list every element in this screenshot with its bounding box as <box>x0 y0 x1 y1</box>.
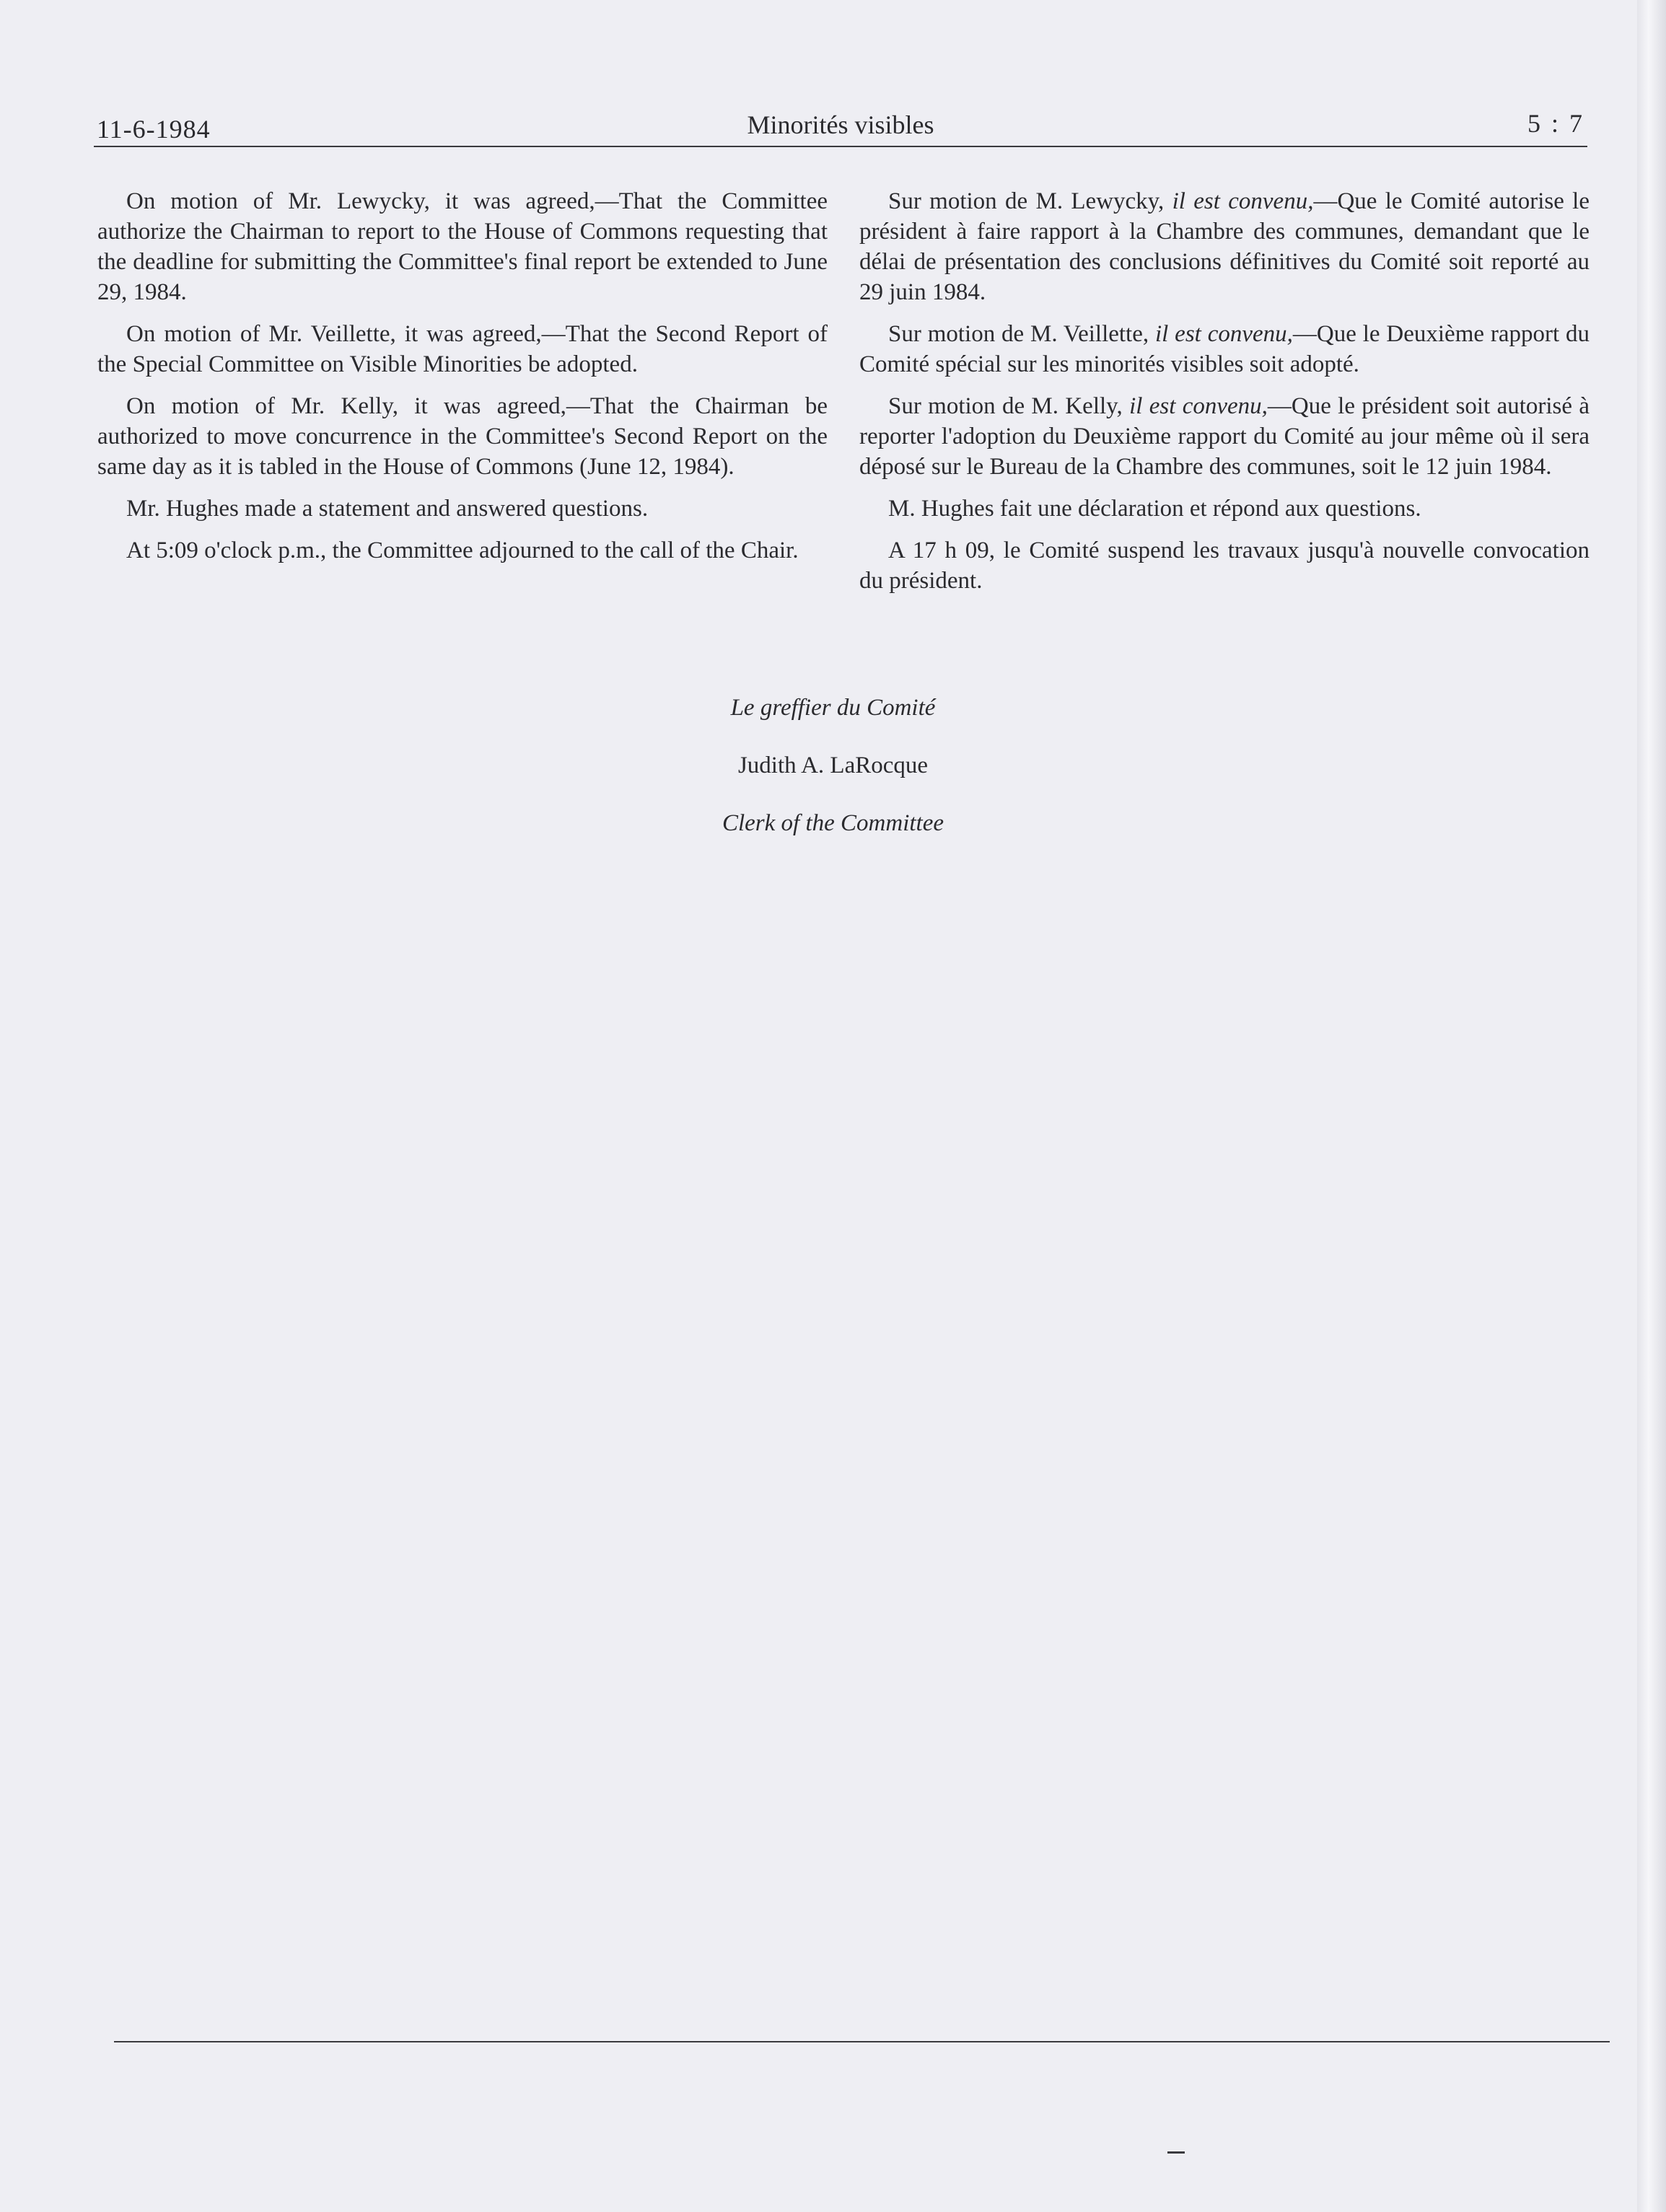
french-paragraph: Sur motion de M. Kelly, il est convenu,—Que le président soit autorisé à reporter l'adoption du Deuxième rapport du Comité au jour même où il sera déposé sur le Bureau de la Chambre des communes, soit le 12 juin 1984. <box>859 393 1590 480</box>
footer-rule <box>114 2041 1610 2042</box>
french-column <box>859 186 1590 607</box>
signature-block <box>0 693 1666 866</box>
running-header <box>94 108 1587 149</box>
english-paragraph: On motion of Mr. Kelly, it was agreed,—That the Chairman be authorized to move concurrence in the Committee's Second Report on the same day as it is tabled in the House of Commons (June 12, 1984). <box>97 393 828 480</box>
french-paragraph: A 17 h 09, le Comité suspend les travaux jusqu'à nouvelle convocation du président. <box>859 537 1590 594</box>
french-paragraph: Sur motion de M. Veillette, il est convenu,—Que le Deuxième rapport du Comité spécial sur les minorités visibles soit adopté. <box>859 321 1590 377</box>
english-paragraph: On motion of Mr. Veillette, it was agreed,—That the Second Report of the Special Committee on Visible Minorities be adopted. <box>97 321 828 377</box>
clerk-name: Judith A. LaRocque <box>737 752 929 778</box>
english-paragraph: At 5:09 o'clock p.m., the Committee adjourned to the call of the Chair. <box>126 537 799 563</box>
header-date: 11-6-1984 <box>97 115 211 144</box>
header-rule <box>94 146 1587 147</box>
french-paragraph: M. Hughes fait une déclaration et répond aux questions. <box>888 496 1421 522</box>
english-paragraph: On motion of Mr. Lewycky, it was agreed,—That the Committee authorize the Chairman to report to the House of Commons requesting that the deadline for submitting the Committee's final report be extended to June 29, 1984. <box>97 188 828 305</box>
english-column <box>97 186 828 577</box>
page-number: 5 : 7 <box>1527 109 1584 138</box>
page-edge <box>1637 0 1666 2212</box>
header-title: Minorités visibles <box>747 110 934 139</box>
clerk-title-french: Le greffier du Comité <box>730 695 936 721</box>
english-paragraph: Mr. Hughes made a statement and answered questions. <box>126 496 649 522</box>
french-paragraph: Sur motion de M. Lewycky, il est convenu,—Que le Comité autorise le président à faire rapport à la Chambre des communes, demandant que le délai de présentation des conclusions définitives du Comité soit reporté au 29 juin 1984. <box>859 188 1590 305</box>
clerk-title-english: Clerk of the Committee <box>722 810 944 836</box>
footer-dash <box>1167 2151 1185 2154</box>
